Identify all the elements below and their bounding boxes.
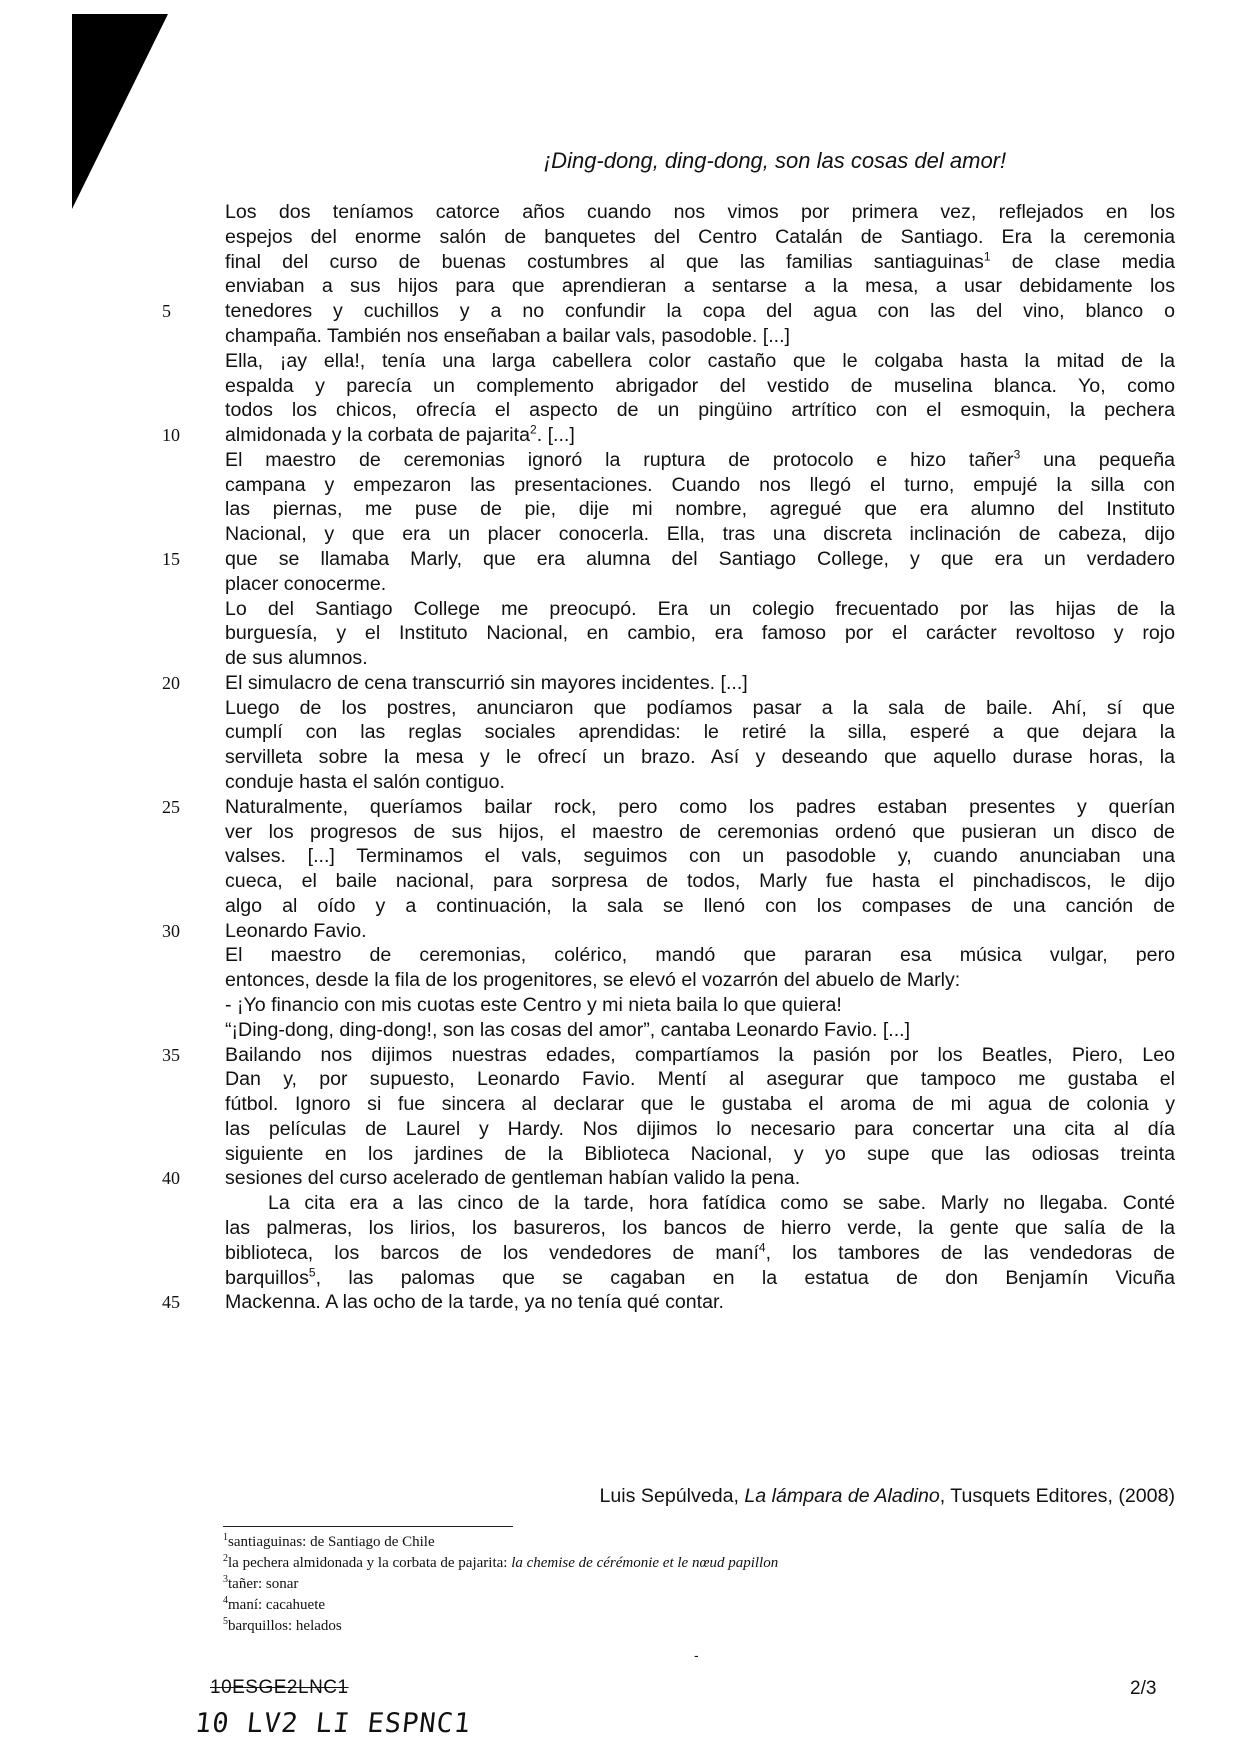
text-line: tenedores y cuchillos y a no confundir la copa del agua con las del vino, blanco o: [225, 300, 1175, 323]
text-line: El simulacro de cena transcurrió sin mayores incidentes. [...]: [225, 671, 748, 694]
footnote-ref: 3: [1013, 447, 1021, 462]
text-line: cueca, el baile nacional, para sorpresa de todos, Marly fue hasta el pinchadiscos, le dijo: [225, 870, 1175, 893]
text-line: El maestro de ceremonias ignoró la ruptura de protocolo e hizo tañer$^3$ una pequeña: [225, 447, 1176, 471]
text-line: Luego de los postres, anunciaron que podíamos pasar a la sala de baile. Ahí, sí que: [225, 696, 1175, 719]
text-line: champaña. También nos enseñaban a bailar vals, pasodoble. [...]: [225, 324, 790, 347]
text-line: sesiones del curso acelerado de gentleman habían valido la pena.: [225, 1167, 801, 1190]
text-line: valses. [...] Terminamos el vals, seguimos con un pasodoble y, cuando anunciaban una: [225, 845, 1175, 868]
text-line: almidonada y la corbata de pajarita$^2$. [...]: [225, 422, 575, 446]
text-line: entonces, desde la fila de los progenitores, se elevó el vozarrón del abuelo de Marly:: [225, 969, 961, 992]
text-line: - ¡Yo financio con mis cuotas este Centro y mi nieta baila lo que quiera!: [225, 994, 842, 1016]
line-number: 15: [162, 548, 180, 569]
black-corner-mark: [72, 14, 168, 214]
text-line: Dan y, por supuesto, Leonardo Favio. Mentí al asegurar que tampoco me gustaba el: [225, 1068, 1175, 1091]
text-line: que se llamaba Marly, que era alumna del Santiago College, y que era un verdadero: [225, 547, 1175, 570]
text-line: Mackenna. A las ocho de la tarde, ya no tenía qué contar.: [225, 1291, 724, 1314]
text-line: siguiente en los jardines de la Biblioteca Nacional, y yo supe que las odiosas treinta: [225, 1142, 1175, 1165]
page-title: ¡Ding-dong, ding-dong, son las cosas del amor!: [543, 148, 1007, 173]
footnote: $^2$la pechera almidonada y la corbata de pajarita: la chemise de cérémonie et le nœud papillon: [223, 1553, 779, 1571]
text-line: placer conocerme.: [225, 572, 387, 595]
text-line: enviaban a sus hijos para que aprendieran a sentarse a la mesa, a usar debidamente los: [225, 275, 1175, 298]
text-line: Ella, ¡ay ella!, tenía una larga cabellera color castaño que le colgaba hasta la mitad de la: [225, 349, 1175, 372]
text-line: Los dos teníamos catorce años cuando nos vimos por primera vez, reflejados en los: [225, 201, 1175, 223]
text-line: todos los chicos, ofrecía el aspecto de un pingüino artrítico con el esmoquin, la pechera: [225, 399, 1175, 422]
line-number: 25: [162, 796, 180, 817]
page-number: 2/3: [1130, 1678, 1157, 1699]
text-line: de sus alumnos.: [225, 647, 368, 669]
line-number: 30: [162, 920, 180, 941]
text-line: “¡Ding-dong, ding-dong!, son las cosas del amor”, cantaba Leonardo Favio. [...]: [225, 1018, 911, 1041]
text-line: barquillos$^5$, las palomas que se cagaban en la estatua de don Benjamín Vicuña: [225, 1264, 1175, 1289]
footnote-ref: 2: [530, 422, 537, 437]
exam-code-handwritten: 10 LV2 LI ESPNC1: [193, 1708, 473, 1739]
footnote: $^5$barquillos: helados: [223, 1616, 342, 1634]
line-number: 5: [162, 301, 171, 322]
text-line: burguesía, y el Instituto Nacional, en cambio, era famoso por el carácter revoltoso y rojo: [225, 622, 1175, 645]
text-line: Leonardo Favio.: [225, 919, 367, 942]
footnote-divider: [223, 1526, 513, 1527]
text-line: fútbol. Ignoro si fue sincera al declarar que le gustaba el aroma de mi agua de colonia y: [225, 1093, 1175, 1116]
text-line: conduje hasta el salón contiguo.: [225, 770, 505, 793]
text-line: las palmeras, los lirios, los basureros, los bancos de hierro verde, la gente que salía de la: [225, 1217, 1175, 1239]
text-line: La cita era a las cinco de la tarde, hora fatídica como se sabe. Marly no llegaba. Conté: [268, 1192, 1175, 1215]
line-number: 20: [162, 672, 180, 693]
book-title: La lámpara de Aladino: [744, 1485, 940, 1507]
text-line: El maestro de ceremonias, colérico, mandó que pararan esa música vulgar, pero: [225, 944, 1175, 967]
text-line: Naturalmente, queríamos bailar rock, pero como los padres estaban presentes y querían: [225, 795, 1175, 818]
footnote-ref: 5: [308, 1264, 316, 1279]
footnote: $^1$santiaguinas: de Santiago de Chile: [223, 1532, 435, 1550]
stray-mark: -: [694, 1647, 699, 1663]
exam-code-struck: 10ESGE2LNC1: [210, 1677, 349, 1698]
text-line: servilleta sobre la mesa y le ofrecí un brazo. Así y deseando que aquello durase horas, la: [225, 746, 1175, 769]
text-line: Lo del Santiago College me preocupó. Era un colegio frecuentado por las hijas de la: [225, 597, 1175, 620]
text-line: espalda y parecía un complemento abrigador del vestido de muselina blanca. Yo, como: [225, 374, 1175, 397]
text-line: cumplí con las reglas sociales aprendidas: le retiré la silla, esperé a que dejara la: [225, 721, 1175, 744]
text-line: ver los progresos de sus hijos, el maestro de ceremonias ordenó que pusieran un disco de: [225, 820, 1175, 843]
source-attribution: Luis Sepúlveda, La lámpara de Aladino, Tusquets Editores, (2008): [599, 1485, 1175, 1507]
text-line: campana y empezaron las presentaciones. Cuando nos llegó el turno, empujé la silla con: [225, 473, 1175, 496]
text-line: las piernas, me puse de pie, dije mi nombre, agregué que era alumno del Instituto: [225, 498, 1175, 521]
line-number: 10: [162, 425, 180, 445]
footnote: $^4$maní: cacahuete: [223, 1595, 326, 1613]
text-line: espejos del enorme salón de banquetes del Centro Catalán de Santiago. Era la ceremonia: [225, 225, 1175, 248]
text-line: las películas de Laurel y Hardy. Nos dijimos lo necesario para concertar una cita al día: [225, 1117, 1175, 1140]
line-number: 40: [162, 1168, 180, 1189]
text-line: Nacional, y que era un placer conocerla. Ella, tras una discreta inclinación de cabeza, dijo: [225, 523, 1175, 546]
text-line: algo al oído y a continuación, la sala se llenó con los compases de una canción de: [225, 894, 1175, 917]
footnote-ref: 1: [983, 249, 991, 264]
text-line: final del curso de buenas costumbres al que las familias santiaguinas$^1$ de clase media: [225, 249, 1176, 273]
text-line: Bailando nos dijimos nuestras edades, compartíamos la pasión por los Beatles, Piero, Leo: [225, 1043, 1175, 1066]
line-number: 45: [162, 1292, 180, 1313]
footnote: $^3$tañer: sonar: [223, 1574, 299, 1592]
footnote-ref: 4: [758, 1240, 766, 1255]
text-line: biblioteca, los barcos de los vendedores de maní$^4$, los tambores de las vendedoras de: [225, 1240, 1175, 1264]
line-number: 35: [162, 1044, 180, 1065]
